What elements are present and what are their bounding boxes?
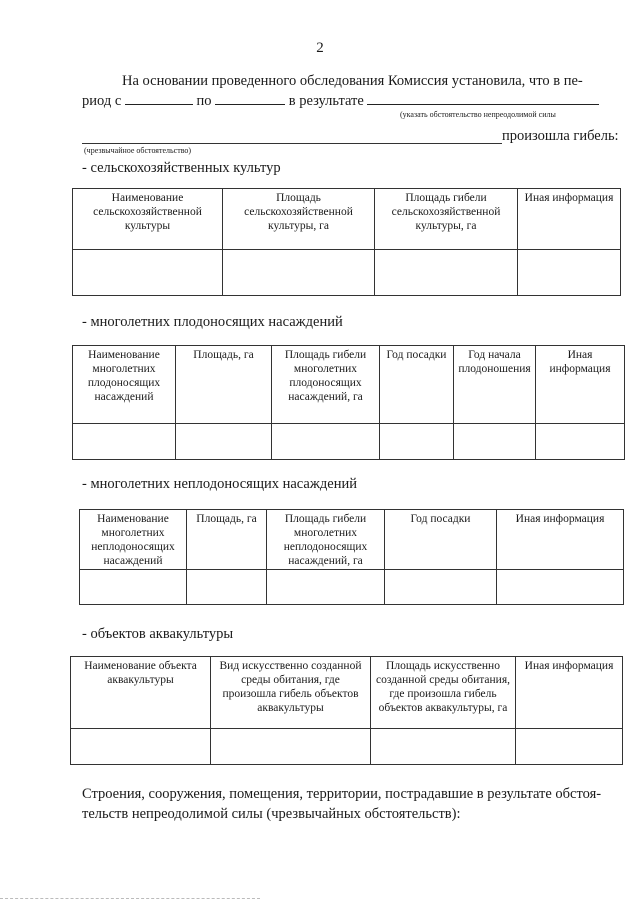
table-cell[interactable]: [516, 729, 623, 765]
po-label: по: [196, 93, 212, 109]
table-cell[interactable]: [267, 570, 385, 605]
aquaculture-table: [70, 656, 623, 765]
col-header: Площадь, га: [176, 346, 272, 424]
table-cell[interactable]: [536, 424, 625, 460]
period-label: риод с: [82, 93, 122, 109]
intro-line-1: На основании проведенного обследования Комиссия установила, что в пе-: [122, 73, 583, 89]
col-header: Иная информация: [516, 657, 623, 729]
period-start-field[interactable]: [125, 92, 193, 105]
col-header: Площадь сельскохозяйственной культуры, га: [223, 189, 375, 250]
table-cell[interactable]: [371, 729, 516, 765]
col-header: Площадь, га: [187, 510, 267, 570]
col-header: Год посадки: [385, 510, 497, 570]
closing-line-2: тельств непреодолимой силы (чрезвычайных обстоятельств):: [82, 806, 461, 822]
table-cell[interactable]: [518, 250, 621, 296]
section-title-non-fruit-bearing: - многолетних неплодоносящих насаждений: [82, 476, 357, 492]
table-cell[interactable]: [223, 250, 375, 296]
table-cell[interactable]: [71, 729, 211, 765]
page-number: 2: [316, 40, 324, 56]
col-header: Иная информация: [497, 510, 624, 570]
table-cell[interactable]: [272, 424, 380, 460]
col-header: Площадь гибели сельскохозяйственной культуры, га: [375, 189, 518, 250]
col-header: Площадь гибели многолетних неплодоносящих насаждений, га: [267, 510, 385, 570]
table-cell[interactable]: [385, 570, 497, 605]
table-cell[interactable]: [380, 424, 454, 460]
col-header: Площадь искусственно созданной среды обитания, где произошла гибель объектов аквакультуры, га: [371, 657, 516, 729]
table-cell[interactable]: [211, 729, 371, 765]
hint-emergency: (чрезвычайное обстоятельство): [84, 146, 192, 155]
table-cell[interactable]: [375, 250, 518, 296]
table-cell[interactable]: [454, 424, 536, 460]
col-header: Год посадки: [380, 346, 454, 424]
col-header: Иная информация: [518, 189, 621, 250]
result-label: в результате: [288, 93, 364, 109]
intro-ending: произошла гибель:: [502, 128, 619, 144]
section-title-aquaculture: - объектов аквакультуры: [82, 626, 234, 642]
closing-line-1: Строения, сооружения, помещения, территории, пострадавшие в результате обстоя-: [82, 786, 602, 802]
col-header: Вид искусственно созданной среды обитания, где произошла гибель объектов аквакультуры: [211, 657, 371, 729]
section-title-fruit-bearing: - многолетних плодоносящих насаждений: [82, 314, 343, 330]
table-cell[interactable]: [497, 570, 624, 605]
table-cell[interactable]: [187, 570, 267, 605]
section-title-crops: - сельскохозяйственных культур: [82, 160, 281, 176]
table-cell[interactable]: [80, 570, 187, 605]
col-header: Площадь гибели многолетних плодоносящих насаждений, га: [272, 346, 380, 424]
period-end-field[interactable]: [215, 92, 285, 105]
force-majeure-field[interactable]: [367, 92, 599, 105]
col-header: Год начала плодоношения: [454, 346, 536, 424]
col-header: Иная информация: [536, 346, 625, 424]
col-header: Наименование многолетних плодоносящих насаждений: [73, 346, 176, 424]
hint-force-majeure: (указать обстоятельство непреодолимой силы: [400, 110, 556, 119]
non-fruit-bearing-table: [79, 509, 624, 605]
table-cell[interactable]: [73, 424, 176, 460]
table-cell[interactable]: [73, 250, 223, 296]
intro-line-2: [82, 92, 599, 110]
fruit-bearing-table: [72, 345, 625, 460]
bottom-edge-line: [0, 898, 260, 899]
emergency-field-line[interactable]: [82, 143, 502, 144]
table-cell[interactable]: [176, 424, 272, 460]
col-header: Наименование объекта аквакультуры: [71, 657, 211, 729]
crops-table: [72, 188, 621, 296]
col-header: Наименование многолетних неплодоносящих насаждений: [80, 510, 187, 570]
col-header: Наименование сельскохозяйственной культуры: [73, 189, 223, 250]
